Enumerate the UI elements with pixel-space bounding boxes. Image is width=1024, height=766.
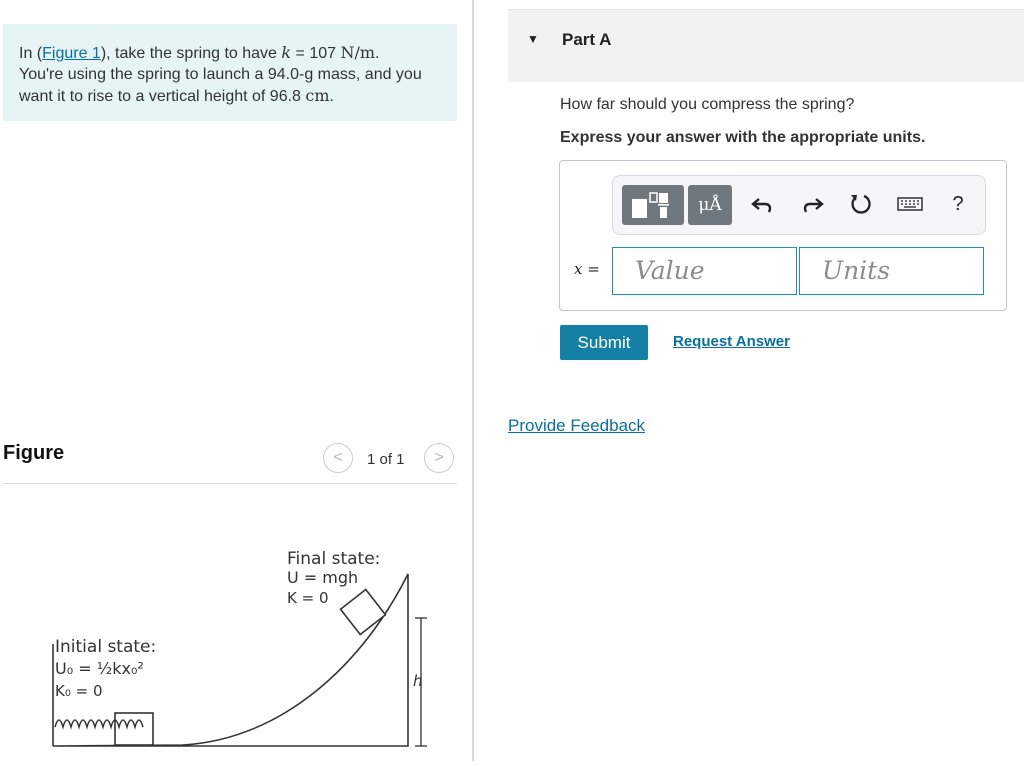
math-toolbar [612, 175, 986, 235]
problem-text: ), take the spring to have [100, 45, 282, 62]
chevron-left-icon: < [333, 449, 343, 466]
figure-header [3, 440, 457, 484]
k-value: = 107 [291, 45, 341, 62]
spring-coil [55, 720, 143, 727]
keyboard-icon[interactable] [896, 190, 924, 218]
instruction-text: Express your answer with the appropriate units. [560, 129, 926, 146]
initial-state-label: Initial state: [55, 637, 157, 657]
collapse-caret-icon[interactable]: ▼ [527, 32, 539, 46]
height-label: h [413, 672, 423, 690]
answer-box [559, 160, 1007, 311]
left-panel [0, 0, 470, 761]
problem-text: want it to rise to a vertical height of 96.8 [19, 88, 306, 105]
redo-icon[interactable] [798, 190, 826, 218]
figure-title: Figure [3, 442, 65, 464]
part-a-header[interactable] [508, 9, 1024, 82]
templates-button[interactable] [622, 185, 684, 225]
chevron-right-icon: > [434, 449, 444, 466]
provide-feedback-link[interactable]: Provide Feedback [508, 416, 646, 435]
submit-button[interactable]: Submit [560, 325, 648, 360]
initial-u-label: U₀ = ½kx₀² [55, 659, 144, 678]
request-answer-link[interactable]: Request Answer [673, 333, 790, 350]
final-u-label: U = mgh [287, 568, 359, 587]
final-state-label: Final state: [287, 549, 381, 569]
question-text: How far should you compress the spring? [560, 96, 855, 113]
initial-block [115, 713, 153, 745]
problem-text: . [329, 88, 334, 105]
problem-text: You're using the spring to launch a 94.0-g mass, and you [19, 66, 422, 83]
units-input[interactable]: Units [799, 247, 984, 295]
height-unit: cm [305, 86, 330, 105]
final-block [341, 590, 386, 635]
problem-text: . [375, 45, 380, 62]
previous-figure-button[interactable] [323, 443, 353, 473]
variable-label [574, 260, 600, 278]
figure-pager-count: 1 of 1 [367, 451, 405, 468]
initial-k-label: K₀ = 0 [55, 682, 103, 700]
undo-icon[interactable] [749, 190, 777, 218]
problem-text: In ( [19, 45, 43, 62]
k-unit: N/m [340, 43, 376, 62]
figure-image [3, 484, 457, 761]
units-button[interactable]: μÅ [688, 185, 732, 225]
spring-ramp-diagram [3, 484, 457, 761]
final-k-label: K = 0 [287, 589, 329, 607]
next-figure-button[interactable] [424, 443, 454, 473]
templates-icon [622, 185, 684, 225]
k-symbol: k [281, 43, 292, 62]
panel-divider [472, 0, 474, 761]
help-icon[interactable]: ? [952, 193, 964, 215]
part-title: Part A [562, 30, 612, 49]
variable-symbol: x [574, 260, 583, 278]
reset-icon[interactable] [846, 190, 874, 218]
problem-statement [3, 24, 457, 121]
figure-link[interactable]: Figure 1 [42, 45, 101, 62]
equals-sign: = [582, 260, 600, 278]
value-input[interactable]: Value [612, 247, 797, 295]
